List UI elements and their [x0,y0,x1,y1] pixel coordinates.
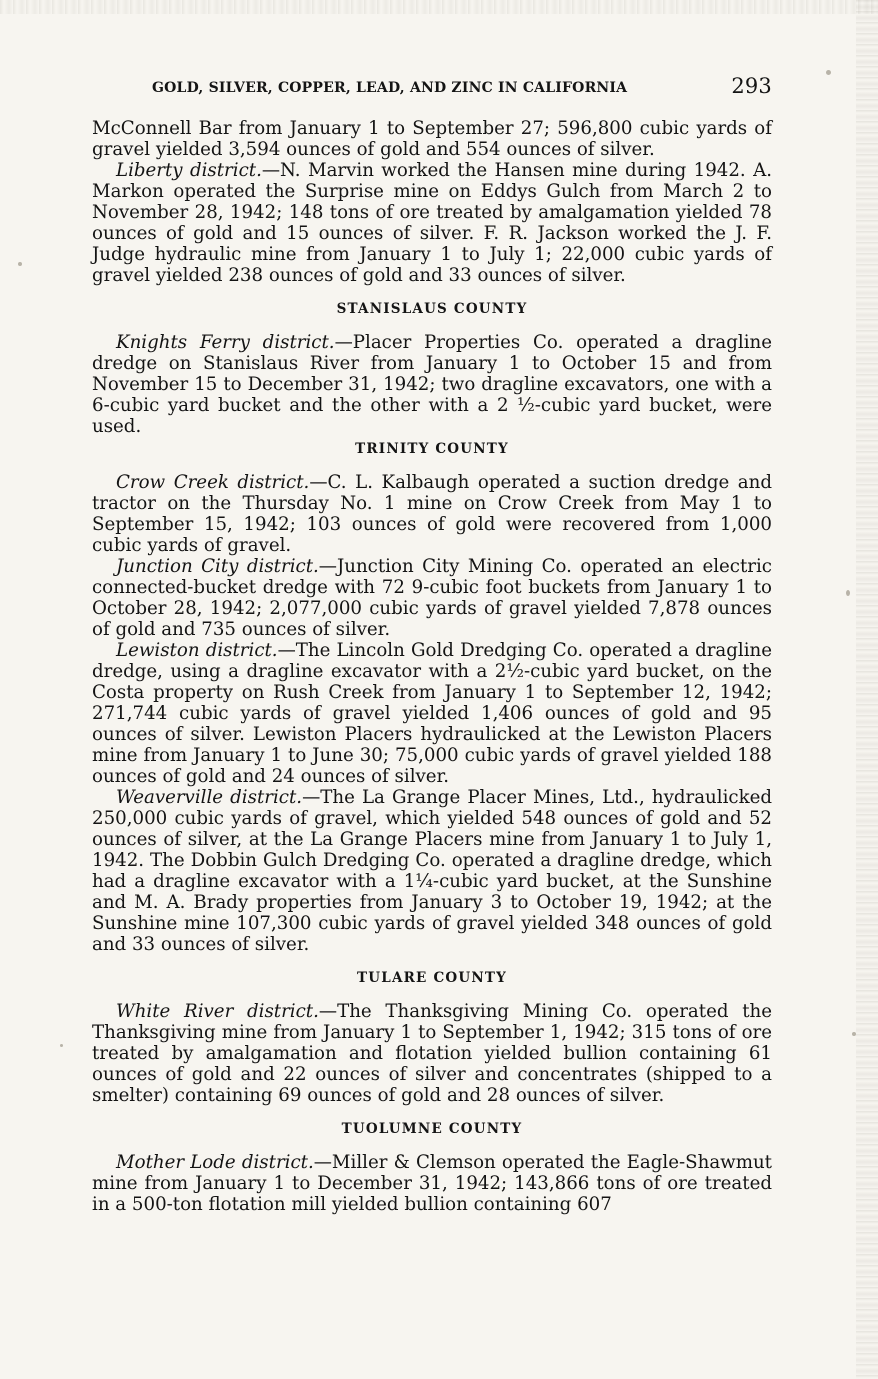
paragraph-text: —Miller & Clemson operated the Eagle-Shawmut mine from January 1 to December 31, 1942; 143,866 tons of ore treated in a 500-ton flotation mill yielded bullion containing 607 [92,1152,772,1215]
paragraph-white-river [92,1001,772,1106]
paragraph-text: —The La Grange Placer Mines, Ltd., hydraulicked 250,000 cubic yards of gravel, which yielded 548 ounces of gold and 52 ounces of silver, at the La Grange Placers mine from January 1 to July 1, 1942. The Dobbin Gulch Dredging Co. operated a dragline dredge, which had a dragline excavator with a 1¼-cubic yard bucket, at the Sunshine and M. A. Brady properties from January 3 to October 19, 1942; at the Sunshine mine 107,300 cubic yards of gravel yielded 348 ounces of gold and 33 ounces of silver. [92,787,772,955]
district-name: Knights Ferry district. [116,332,335,353]
scan-speck [846,590,850,596]
district-name: Mother Lode district. [116,1152,314,1173]
scan-speck [826,70,831,75]
paragraph-mcconnell: McConnell Bar from January 1 to September 27; 596,800 cubic yards of gravel yielded 3,594 ounces of gold and 554 ounces of silver. [92,118,772,160]
page-number: 293 [731,74,772,98]
paragraph-lewiston [92,640,772,787]
district-name: White River district. [116,1001,319,1022]
paragraph-weaverville [92,787,772,955]
paragraph-crow-creek [92,472,772,556]
paragraph-liberty [92,160,772,286]
county-heading-tulare: TULARE COUNTY [357,970,507,986]
paragraph-text: —The Thanksgiving Mining Co. operated the Thanksgiving mine from January 1 to September 1, 1942; 315 tons of ore treated by amalgamation and flotation yielded bullion containing 61 ounces of gold and 22 ounces of silver and concentrates (shipped to a smelter) containing 69 ounces of gold and 28 ounces of silver. [92,1001,772,1106]
district-name: Junction City district. [116,556,319,577]
running-head-title: GOLD, SILVER, COPPER, LEAD, AND ZINC IN CALIFORNIA [152,80,628,96]
paragraph-text: —N. Marvin worked the Hansen mine during 1942. A. Markon operated the Surprise mine on Eddys Gulch from March 2 to November 28, 1942; 148 tons of ore treated by amalgamation yielded 78 ounces of gold and 15 ounces of silver. F. R. Jackson worked the J. F. Judge hydraulic mine from January 1 to July 1; 22,000 cubic yards of gravel yielded 238 ounces of gold and 33 ounces of silver. [92,160,772,286]
paragraph-text: —Junction City Mining Co. operated an electric connected-bucket dredge with 72 9-cubic foot buckets from January 1 to October 28, 1942; 2,077,000 cubic yards of gravel yielded 7,878 ounces of gold and 735 ounces of silver. [92,556,772,640]
district-name: Liberty district. [116,160,262,181]
paragraph-knights-ferry [92,332,772,437]
scan-speck [852,1032,856,1036]
scan-edge-top [0,0,878,14]
paragraph-junction-city [92,556,772,640]
scan-edge-right [856,0,878,1379]
scan-speck [60,1044,63,1047]
county-heading-trinity: TRINITY COUNTY [355,441,509,457]
county-heading-stanislaus: STANISLAUS COUNTY [336,301,528,317]
district-name: Weaverville district. [116,787,303,808]
district-name: Lewiston district. [116,640,278,661]
document-body [92,118,772,1215]
paragraph-text: —C. L. Kalbaugh operated a suction dredge and tractor on the Thursday No. 1 mine on Crow Creek from May 1 to September 15, 1942; 103 ounces of gold were recovered from 1,000 cubic yards of gravel. [92,472,772,556]
running-head [152,76,772,100]
paragraph-text: —Placer Properties Co. operated a dragline dredge on Stanislaus River from January 1 to October 15 and from November 15 to December 31, 1942; two dragline excavators, one with a 6-cubic yard bucket and the other with a 2 ½-cubic yard bucket, were used. [92,332,772,437]
paragraph-mother-lode [92,1152,772,1215]
scan-speck [18,262,22,266]
paragraph-text: —The Lincoln Gold Dredging Co. operated a dragline dredge, using a dragline excavator with a 2½-cubic yard bucket, on the Costa property on Rush Creek from January 1 to September 12, 1942; 271,744 cubic yards of gravel yielded 1,406 ounces of gold and 95 ounces of silver. Lewiston Placers hydraulicked at the Lewiston Placers mine from January 1 to June 30; 75,000 cubic yards of gravel yielded 188 ounces of gold and 24 ounces of silver. [92,640,772,787]
district-name: Crow Creek district. [116,472,310,493]
county-heading-tuolumne: TUOLUMNE COUNTY [341,1121,523,1137]
